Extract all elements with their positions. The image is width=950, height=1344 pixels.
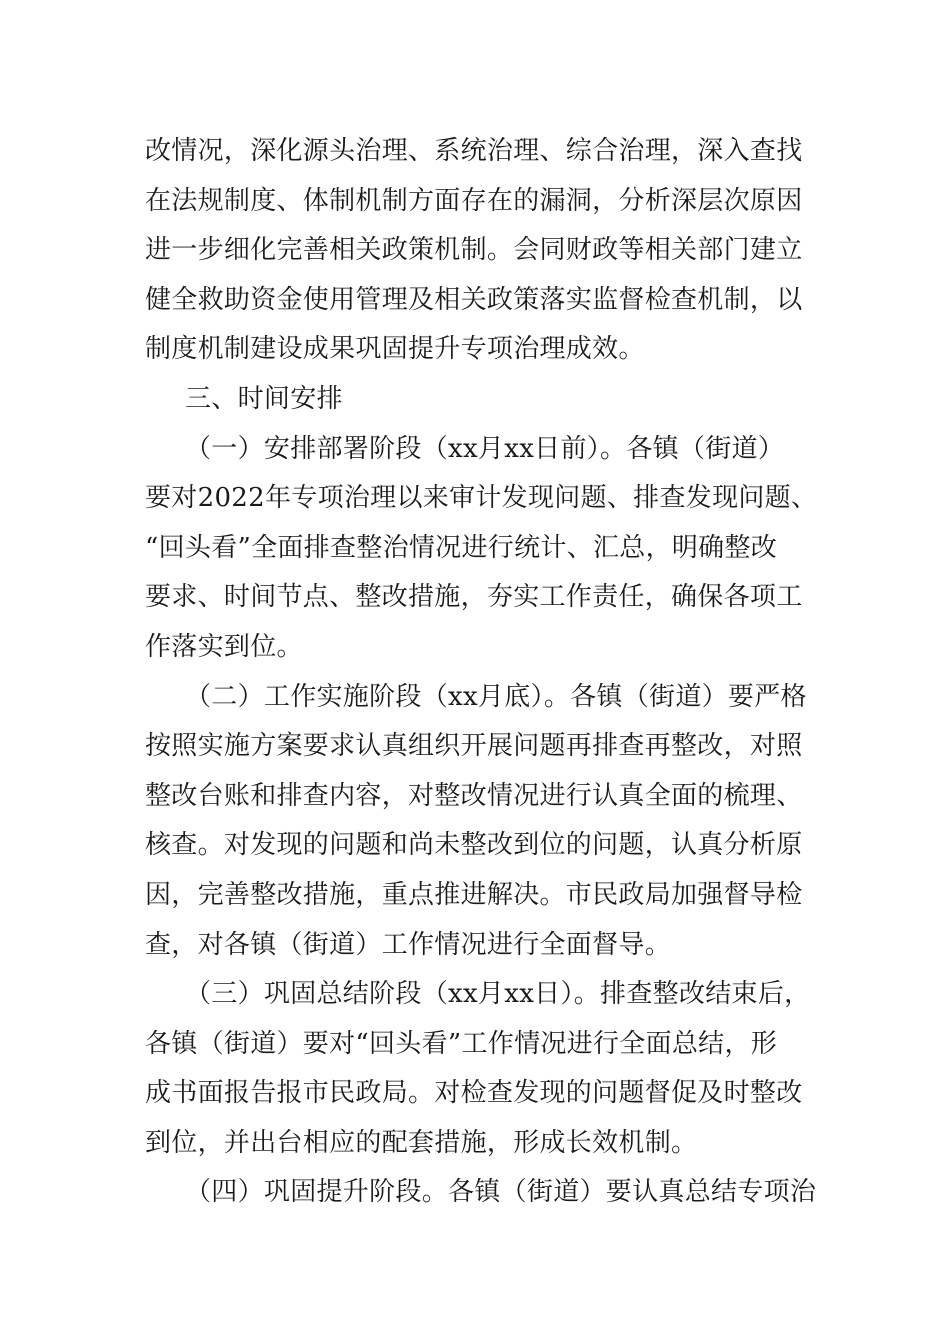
text-line: 成书面报告报市民政局。对检查发现的问题督促及时整改 xyxy=(145,1078,803,1109)
text-line: 因，完善整改措施，重点推进解决。市民政局加强督导检 xyxy=(145,879,803,910)
text-line: 要求、时间节点、整改措施，夯实工作责任，确保各项工 xyxy=(145,582,803,613)
text-line: 健全救助资金使用管理及相关政策落实监督检查机制，以 xyxy=(145,284,803,315)
text-line: “回头看”全面排查整治情况进行统计、汇总，明确整改 xyxy=(145,532,778,563)
document-body xyxy=(145,127,825,1218)
text-line: 进一步细化完善相关政策机制。会同财政等相关部门建立 xyxy=(145,235,803,266)
paragraph-stage-3 xyxy=(145,970,825,1168)
text-line: 查，对各镇（街道）工作情况进行全面督导。 xyxy=(145,929,672,960)
text-line: 要对2022年专项治理以来审计发现问题、排查发现问题、 xyxy=(145,483,818,514)
text-line: 各镇（街道）要对“回头看”工作情况进行全面总结，形 xyxy=(145,1028,778,1059)
section-heading xyxy=(145,375,825,425)
text-line: （三）巩固总结阶段（xx月xx日）。排查整改结束后， xyxy=(185,979,811,1010)
text-line: （一）安排部署阶段（xx月xx日前）。各镇（街道） xyxy=(185,433,785,464)
heading-text: 三、时间安排 xyxy=(185,383,343,414)
text-line: 制度机制建设成果巩固提升专项治理成效。 xyxy=(145,334,645,365)
text-line: 按照实施方案要求认真组织开展问题再排查再整改，对照 xyxy=(145,731,803,762)
text-line: 在法规制度、体制机制方面存在的漏洞，分析深层次原因 xyxy=(145,185,803,216)
paragraph-stage-1 xyxy=(145,425,825,673)
paragraph-stage-2 xyxy=(145,673,825,971)
text-line: （四）巩固提升阶段。各镇（街道）要认真总结专项治 xyxy=(185,1177,817,1208)
text-line: 核查。对发现的问题和尚未整改到位的问题，认真分析原 xyxy=(145,830,803,861)
text-line: 作落实到位。 xyxy=(145,631,303,662)
paragraph-stage-4 xyxy=(145,1168,825,1218)
text-line: （二）工作实施阶段（xx月底）。各镇（街道）要严格 xyxy=(185,681,807,712)
text-line: 改情况，深化源头治理、系统治理、综合治理，深入查找 xyxy=(145,136,803,166)
text-line: 到位，并出台相应的配套措施，形成长效机制。 xyxy=(145,1127,698,1158)
text-line: 整改台账和排查内容，对整改情况进行认真全面的梳理、 xyxy=(145,780,803,811)
paragraph-continuation xyxy=(145,127,825,375)
